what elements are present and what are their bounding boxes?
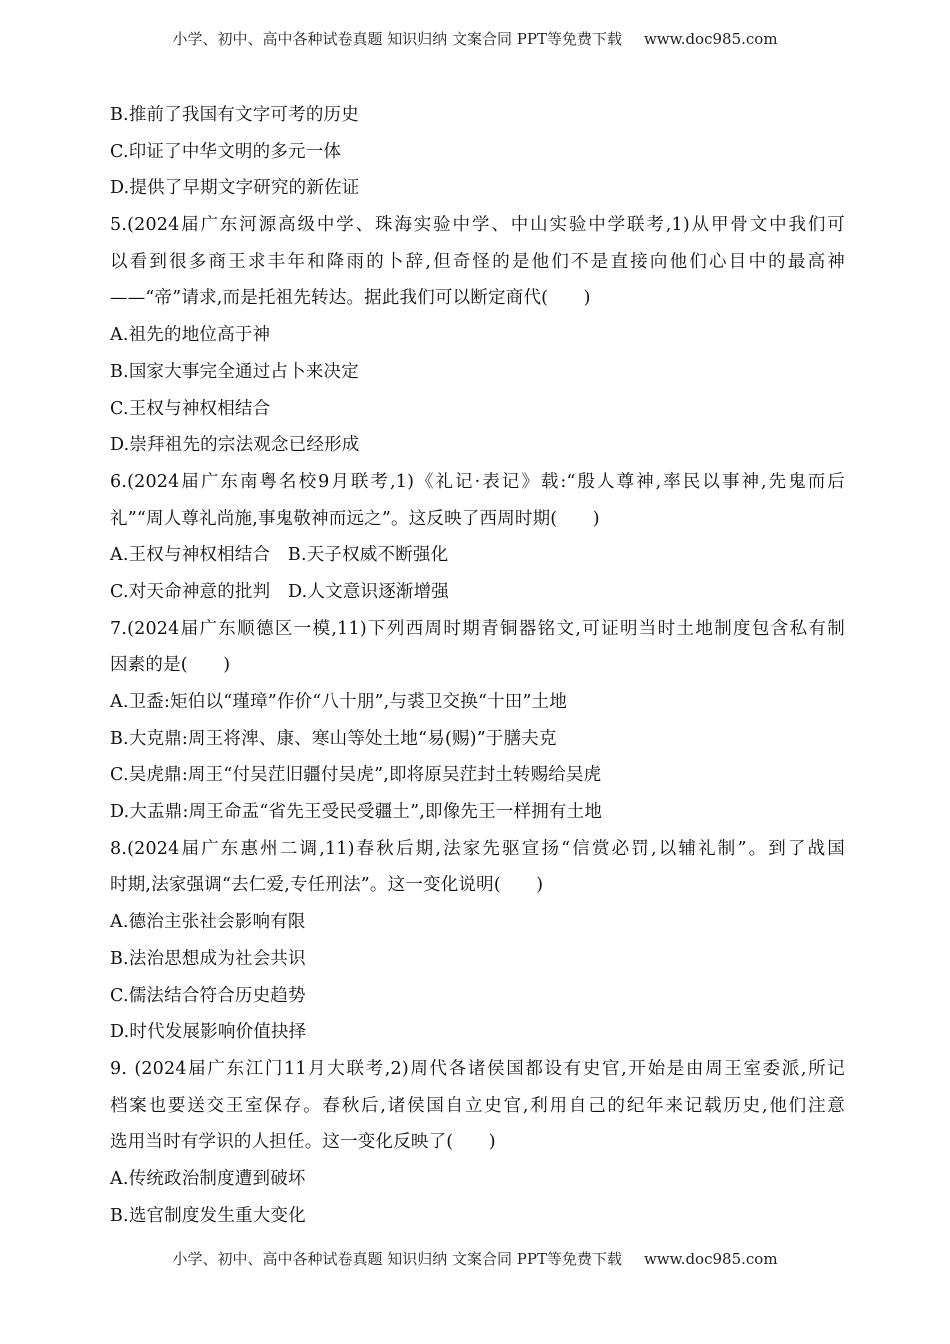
question-stem-line: 礼”“周人尊礼尚施,事鬼敬神而远之”。这反映了西周时期( ) (110, 508, 600, 529)
question-stem-line: 7.(2024届广东顺德区一模,11)下列西周时期青铜器铭文,可证明当时土地制度包含私有制 (110, 618, 845, 639)
answer-option: D.时代发展影响价值抉择 (110, 1022, 307, 1043)
answer-option: C.儒法结合符合历史趋势 (110, 985, 306, 1006)
answer-option: D.提供了早期文字研究的新佐证 (110, 178, 360, 199)
answer-option: B.法治思想成为社会共识 (110, 948, 306, 969)
answer-option: C.吴虎鼎:周王“付吴茳旧疆付吴虎”,即将原吴茳封土转赐给吴虎 (110, 765, 602, 786)
document-body (110, 97, 845, 1234)
footer-text: 小学、初中、高中各种试卷真题 知识归纳 文案合同 PPT等免费下载 (172, 1250, 622, 1268)
question-stem-line: 6.(2024届广东南粤名校9月联考,1)《礼记·表记》载:“殷人尊神,率民以事神,先鬼而后 (110, 471, 845, 492)
question-stem-line: ——“帝”请求,而是托祖先转达。据此我们可以断定商代( ) (110, 288, 591, 309)
answer-option: B.大克鼎:周王将渒、康、寒山等处土地“易(赐)”于膳夫克 (110, 728, 557, 749)
question-stem-line: 8.(2024届广东惠州二调,11)春秋后期,法家先驱宣扬“信赏必罚,以辅礼制”。到了战国 (110, 838, 845, 859)
header-text: 小学、初中、高中各种试卷真题 知识归纳 文案合同 PPT等免费下载 (172, 30, 622, 48)
answer-option: B.国家大事完全通过占卜来决定 (110, 361, 359, 382)
question-stem-line: 档案也要送交王室保存。春秋后,诸侯国自立史官,利用自己的纪年来记载历史,他们注意 (110, 1095, 845, 1116)
answer-option: A.卫盉:矩伯以“瑾璋”作价“八十朋”,与裘卫交换“十田”土地 (110, 692, 568, 712)
answer-option: A.传统政治制度遭到破坏 (110, 1168, 306, 1189)
question-stem-line: 9. (2024届广东江门11月大联考,2)周代各诸侯国都设有史官,开始是由周王室委派,所记 (110, 1058, 845, 1079)
question-stem-line: 时期,法家强调“去仁爱,专任刑法”。这一变化说明( ) (110, 875, 544, 896)
page-footer (0, 1248, 950, 1269)
question-stem-line: 因素的是( ) (110, 655, 231, 676)
answer-option: C.印证了中华文明的多元一体 (110, 141, 342, 162)
footer-url[interactable]: www.doc985.com (643, 1250, 778, 1268)
answer-option: D.大盂鼎:周王命盂“省先王受民受疆土”,即像先王一样拥有土地 (110, 802, 603, 823)
answer-option: A.德治主张社会影响有限 (110, 912, 306, 933)
header-url[interactable]: www.doc985.com (643, 30, 778, 48)
question-stem-line: 以看到很多商王求丰年和降雨的卜辞,但奇怪的是他们不是直接向他们心目中的最高神 (110, 251, 845, 272)
answer-option: D.崇拜祖先的宗法观念已经形成 (110, 435, 360, 456)
answer-option: C.对天命神意的批判 D.人文意识逐渐增强 (110, 581, 449, 602)
answer-option: C.王权与神权相结合 (110, 398, 271, 419)
question-stem-line: 5.(2024届广东河源高级中学、珠海实验中学、中山实验中学联考,1)从甲骨文中我们可 (110, 215, 845, 236)
answer-option: B.推前了我国有文字可考的历史 (110, 105, 359, 125)
answer-option: A.祖先的地位高于神 (110, 325, 271, 346)
question-stem-line: 选用当时有学识的人担任。这一变化反映了( ) (110, 1132, 496, 1153)
page-header (0, 28, 950, 49)
answer-option: B.选官制度发生重大变化 (110, 1205, 306, 1226)
answer-option: A.王权与神权相结合 B.天子权威不断强化 (110, 545, 449, 566)
